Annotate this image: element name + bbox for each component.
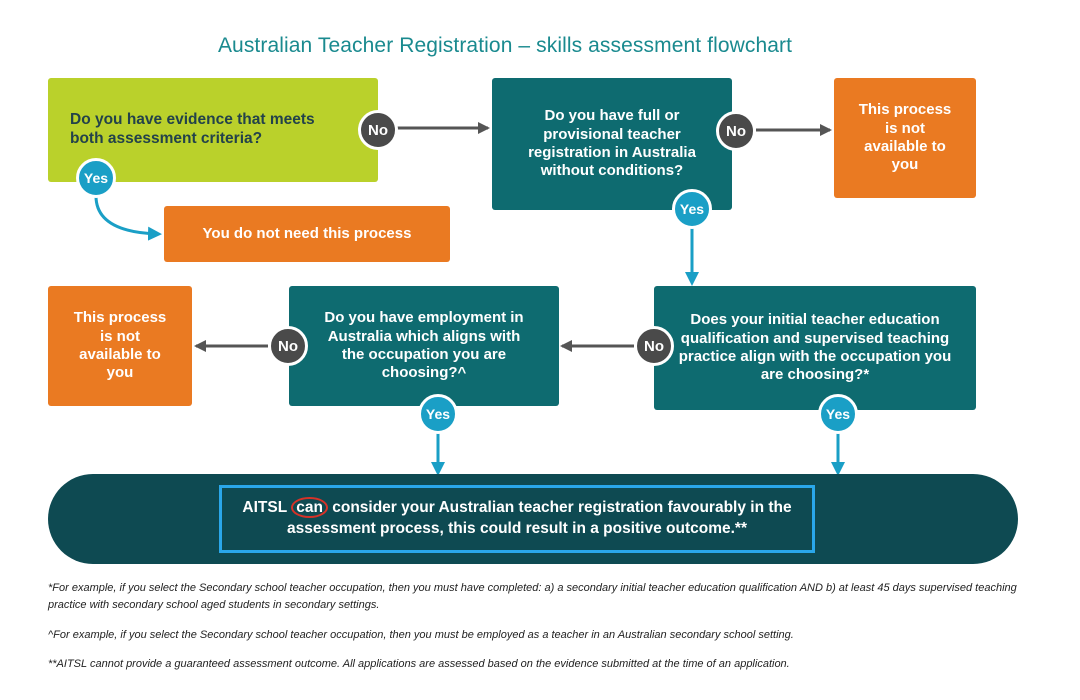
outcome-text-before: AITSL <box>242 499 292 517</box>
qualification-question-box <box>654 286 976 410</box>
not-needed-box <box>164 206 450 262</box>
registration-no-badge: No <box>716 111 756 151</box>
employment-question-text: Do you have employment in Australia which aligns with the occupation you are choosing?^ <box>324 309 524 382</box>
footnote-caret: ^For example, if you select the Secondary school teacher occupation, then you must be employed as a teacher in an Australian secondary school setting. <box>48 629 794 641</box>
outcome-box <box>219 485 815 553</box>
outcome-text <box>232 498 802 540</box>
qualification-question-text: Does your initial teacher education qualification and supervised teaching practice align with the occupation you are choosing?* <box>678 311 952 384</box>
arrow-evidence-yes <box>96 196 158 234</box>
employment-no-badge: No <box>268 326 308 366</box>
qualification-no-badge: No <box>634 326 674 366</box>
not-available-top-box <box>834 78 976 198</box>
registration-question-text: Do you have full or provisional teacher registration in Australia without conditions? <box>528 107 696 180</box>
page-title: Australian Teacher Registration – skills assessment flowchart <box>217 34 793 57</box>
outcome-highlight: can <box>291 497 328 518</box>
not-available-top-text: This process is not available to you <box>858 101 952 174</box>
registration-yes-badge: Yes <box>672 189 712 229</box>
outcome-text-after: consider your Australian teacher registration favourably in the assessment process, this could result in a positive outcome.** <box>287 499 792 537</box>
not-available-left-box <box>48 286 192 406</box>
evidence-yes-badge: Yes <box>76 158 116 198</box>
employment-yes-badge: Yes <box>418 394 458 434</box>
footnote-star: *For example, if you select the Secondary school teacher occupation, then you must have completed: a) a secondary initial teacher education qualification AND b) at least 45 days supervised teaching practice with secondary school aged students in secondary settings. <box>48 582 1017 611</box>
employment-question-box <box>289 286 559 406</box>
qualification-yes-badge: Yes <box>818 394 858 434</box>
not-needed-text: You do not need this process <box>202 224 412 242</box>
not-available-left-text: This process is not available to you <box>73 309 167 382</box>
footnote-double-star: **AITSL cannot provide a guaranteed assessment outcome. All applications are assessed based on the evidence submitted at the time of an application. <box>48 658 790 670</box>
evidence-no-badge: No <box>358 110 398 150</box>
evidence-question-text: Do you have evidence that meets both assessment criteria? <box>70 111 315 147</box>
